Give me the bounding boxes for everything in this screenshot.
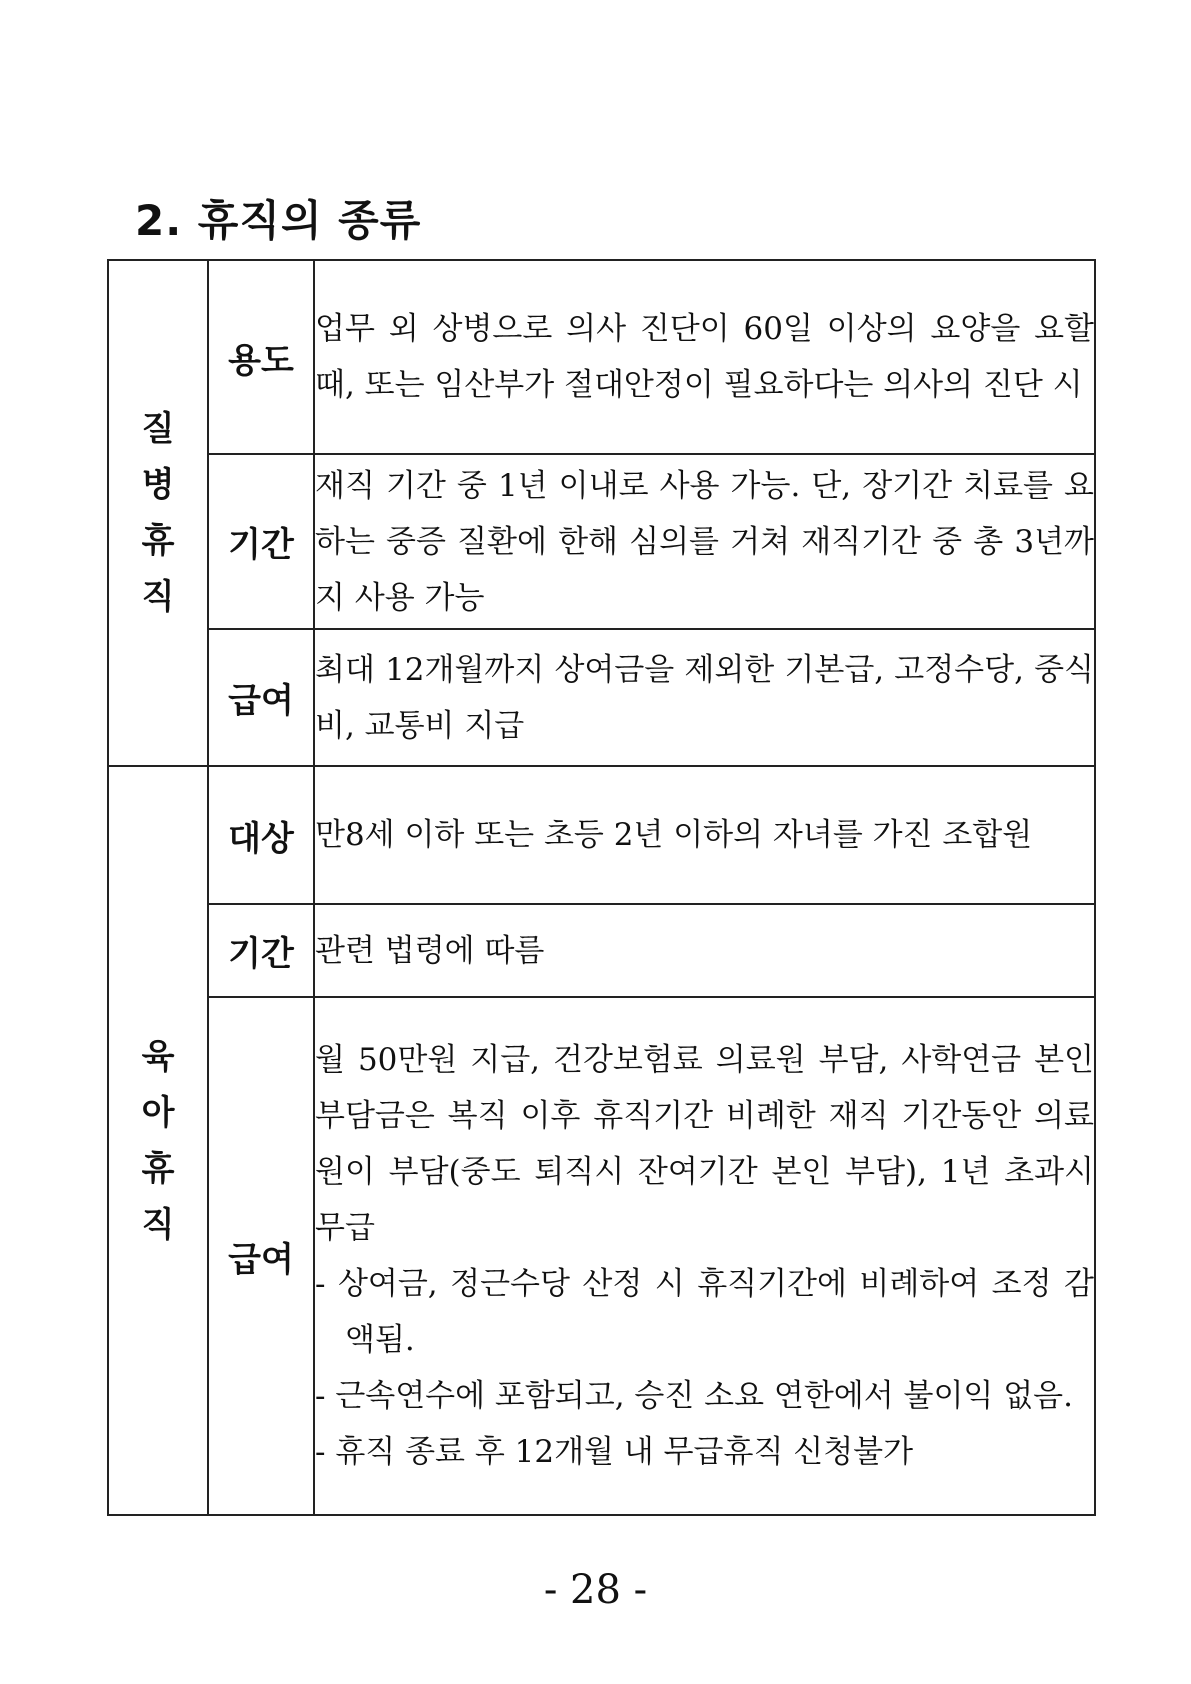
category-parental-leave: 육아휴직 bbox=[108, 766, 208, 1515]
list-item: - 휴직 종료 후 12개월 내 무급휴직 신청불가 bbox=[315, 1434, 914, 1470]
row-label-period: 기간 bbox=[208, 454, 314, 629]
row-label-pay: 급여 bbox=[208, 997, 314, 1515]
row-text-purpose: 업무 외 상병으로 의사 진단이 60일 이상의 요양을 요할 때, 또는 임산부가 절대안정이 필요하다는 의사의 진단 시 bbox=[314, 260, 1095, 454]
pay-summary: 월 50만원 지급, 건강보험료 의료원 부담, 사학연금 본인 부담금은 복직 이후 휴직기간 비례한 재직 기간동안 의료원이 부담(중도 퇴직시 잔여기간 본인 부담), 1년 초과시 무급 bbox=[315, 1042, 1094, 1246]
row-text-pay: 최대 12개월까지 상여금을 제외한 기본급, 고정수당, 중식비, 교통비 지급 bbox=[314, 629, 1095, 766]
table-row bbox=[108, 904, 1095, 997]
table-row bbox=[108, 629, 1095, 766]
category-sick-leave: 질병휴직 bbox=[108, 260, 208, 766]
leave-types-table bbox=[107, 259, 1096, 1516]
table-row bbox=[108, 997, 1095, 1515]
section-heading: 2. 휴직의 종류 bbox=[135, 196, 422, 245]
row-text-period: 관련 법령에 따름 bbox=[314, 904, 1095, 997]
table-row bbox=[108, 454, 1095, 629]
row-label-purpose: 용도 bbox=[208, 260, 314, 454]
pay-notes-list bbox=[315, 1256, 1094, 1480]
table-row bbox=[108, 260, 1095, 454]
row-text-pay-detail bbox=[314, 997, 1095, 1515]
list-item: - 상여금, 정근수당 산정 시 휴직기간에 비례하여 조정 감액됨. bbox=[315, 1266, 1094, 1358]
row-label-eligibility: 대상 bbox=[208, 766, 314, 904]
row-text-eligibility: 만8세 이하 또는 초등 2년 이하의 자녀를 가진 조합원 bbox=[314, 766, 1095, 904]
row-text-period: 재직 기간 중 1년 이내로 사용 가능. 단, 장기간 치료를 요하는 중증 질환에 한해 심의를 거쳐 재직기간 중 총 3년까지 사용 가능 bbox=[314, 454, 1095, 629]
row-label-period: 기간 bbox=[208, 904, 314, 997]
row-label-pay: 급여 bbox=[208, 629, 314, 766]
page-number: - 28 - bbox=[543, 1567, 648, 1613]
table-row bbox=[108, 766, 1095, 904]
list-item: - 근속연수에 포함되고, 승진 소요 연한에서 불이익 없음. bbox=[315, 1378, 1073, 1414]
